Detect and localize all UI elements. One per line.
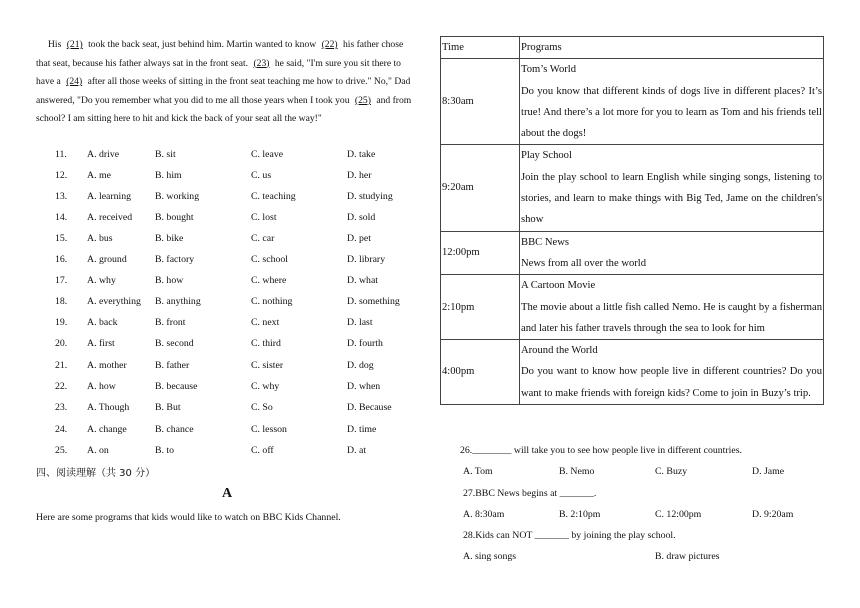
option-c[interactable]: C. why [251, 381, 280, 392]
option-c[interactable]: C. next [251, 317, 280, 328]
program-description: Do you know that different kinds of dogs live in different places? It’s true! And there’s a lot more for you to learn as Tom and his friends tell about the dogs! [521, 85, 822, 140]
q27-option-b[interactable]: B. 2:10pm [559, 509, 601, 520]
question-number: 17. [55, 275, 68, 286]
question-28-stem: 28.Kids can NOT _______ by joining the play school. [463, 530, 676, 541]
option-c[interactable]: C. lesson [251, 424, 287, 435]
option-a[interactable]: A. learning [87, 191, 132, 202]
option-d[interactable]: D. Because [347, 402, 392, 413]
passage-part: he said, "I'm sure you sit there to have a [36, 57, 401, 88]
option-c[interactable]: C. sister [251, 360, 284, 371]
program-cell [520, 275, 824, 340]
option-d[interactable]: D. her [347, 170, 372, 181]
q26-option-d[interactable]: D. Jame [752, 466, 785, 477]
question-27-stem: 27.BBC News begins at _______. [463, 488, 597, 499]
option-a[interactable]: A. first [87, 338, 115, 349]
question-number: 22. [55, 381, 68, 392]
table-row [441, 59, 824, 145]
blank-24: (24) [66, 76, 83, 88]
option-a[interactable]: A. change [87, 424, 127, 435]
program-description: Do you want to know how people live in different countries? Do you want to make friends with foreign kids? Come to join in Buzy’s trip. [521, 366, 822, 399]
option-b[interactable]: B. him [155, 170, 182, 181]
question-number: 24. [55, 424, 68, 435]
option-b[interactable]: B. how [155, 275, 184, 286]
header-programs: Programs [520, 37, 824, 59]
q28-option-a[interactable]: A. sing songs [463, 551, 517, 562]
option-c[interactable]: C. us [251, 170, 272, 181]
passage-part: after all those weeks of sitting in the front seat teaching me how to drive." No," Dad answered, "Do you remember what you did to me all those years when I took you [36, 76, 411, 106]
question-number: 13. [55, 191, 68, 202]
q26-option-c[interactable]: C. Buzy [655, 466, 688, 477]
option-c[interactable]: C. So [251, 402, 273, 413]
question-number: 15. [55, 233, 68, 244]
option-c[interactable]: C. car [251, 233, 275, 244]
option-b[interactable]: B. chance [155, 424, 194, 435]
cloze-passage [36, 36, 418, 129]
option-a[interactable]: A. on [87, 445, 109, 456]
program-table [440, 36, 824, 405]
option-b[interactable]: B. because [155, 381, 198, 392]
blank-22: (22) [321, 39, 338, 50]
question-number: 19. [55, 317, 68, 328]
option-a[interactable]: A. how [87, 381, 116, 392]
table-header-row [441, 37, 824, 59]
option-d[interactable]: D. studying [347, 191, 393, 202]
option-d[interactable]: D. library [347, 254, 386, 265]
table-row [441, 231, 824, 275]
option-a[interactable]: A. drive [87, 149, 120, 160]
blank-21: (21) [66, 39, 83, 50]
option-b[interactable]: B. factory [155, 254, 195, 265]
option-b[interactable]: B. But [155, 402, 181, 413]
blank-23: (23) [253, 57, 270, 69]
option-b[interactable]: B. bike [155, 233, 184, 244]
passage-part: and from school? I am sitting here to hit and kick the back of your seat all the way!" [36, 94, 412, 125]
question-number: 20. [55, 338, 68, 349]
option-c[interactable]: C. off [251, 445, 274, 456]
option-a[interactable]: A. back [87, 317, 118, 328]
option-a[interactable]: A. mother [87, 360, 127, 371]
q27-option-a[interactable]: A. 8:30am [463, 509, 505, 520]
program-cell [520, 231, 824, 275]
q28-option-b[interactable]: B. draw pictures [655, 551, 720, 562]
table-row [441, 145, 824, 231]
option-c[interactable]: C. third [251, 338, 281, 349]
passage-part: took the back seat, just behind him. Martin wanted to know [88, 39, 317, 50]
passage-part: His [48, 39, 62, 50]
reading-intro: Here are some programs that kids would like to watch on BBC Kids Channel. [36, 512, 341, 523]
program-description: News from all over the world [521, 257, 647, 269]
option-a[interactable]: A. me [87, 170, 111, 181]
option-d[interactable]: D. fourth [347, 338, 383, 349]
program-title: Play School [521, 150, 572, 162]
question-number: 18. [55, 296, 68, 307]
option-c[interactable]: C. leave [251, 149, 284, 160]
option-b[interactable]: B. anything [155, 296, 201, 307]
program-cell [520, 145, 824, 231]
question-number: 12. [55, 170, 68, 181]
option-c[interactable]: C. nothing [251, 296, 293, 307]
option-a[interactable]: A. everything [87, 296, 141, 307]
question-number: 23. [55, 402, 68, 413]
passage-part: his father chose that seat, because his father always sat in the front seat. [36, 39, 404, 69]
option-d[interactable]: D. take [347, 149, 376, 160]
table-row [441, 275, 824, 340]
program-title: BBC News [521, 236, 569, 248]
question-number: 16. [55, 254, 68, 265]
option-b[interactable]: B. father [155, 360, 190, 371]
option-d[interactable]: D. at [347, 445, 367, 456]
program-description: The movie about a little fish called Nemo. He is caught by a fisherman and later his father travels through the sea to look for him [521, 301, 822, 334]
program-title: Tom’s World [521, 64, 577, 76]
question-number: 25. [55, 445, 68, 456]
passage-text [36, 36, 418, 129]
blank-25: (25) [354, 94, 371, 106]
header-time: Time [441, 37, 520, 59]
option-c[interactable]: C. teaching [251, 191, 296, 202]
option-d[interactable]: D. what [347, 275, 379, 286]
option-d[interactable]: D. when [347, 381, 381, 392]
option-d[interactable]: D. last [347, 317, 373, 328]
program-cell [520, 340, 824, 405]
question-number: 11. [55, 149, 67, 160]
option-d[interactable]: D. dog [347, 360, 374, 371]
option-b[interactable]: B. second [155, 338, 194, 349]
option-b[interactable]: B. to [155, 445, 175, 456]
program-title: Around the World [521, 345, 598, 357]
program-time: 8:30am [441, 59, 520, 145]
option-b[interactable]: B. sit [155, 149, 176, 160]
q26-option-a[interactable]: A. Tom [463, 466, 493, 477]
q27-option-d[interactable]: D. 9:20am [752, 509, 794, 520]
option-a[interactable]: A. bus [87, 233, 113, 244]
option-d[interactable]: D. something [347, 296, 400, 307]
program-title: A Cartoon Movie [521, 280, 596, 292]
option-a[interactable]: A. Though [87, 402, 130, 413]
option-b[interactable]: B. front [155, 317, 186, 328]
question-26-stem: 26.________ will take you to see how people live in different countries. [460, 445, 742, 456]
option-a[interactable]: A. received [87, 212, 133, 223]
program-time: 9:20am [441, 145, 520, 231]
q27-option-c[interactable]: C. 12:00pm [655, 509, 702, 520]
section-letter: A [222, 486, 233, 501]
option-c[interactable]: C. where [251, 275, 287, 286]
program-description: Join the play school to learn English while singing songs, listening to stories, and learn to make things with Big Ted, Jame on the children's show [521, 171, 822, 226]
program-cell [520, 59, 824, 145]
table-row [441, 340, 824, 405]
program-time: 12:00pm [441, 231, 520, 275]
question-number: 14. [55, 212, 68, 223]
option-d[interactable]: D. sold [347, 212, 376, 223]
q26-option-b[interactable]: B. Nemo [559, 466, 595, 477]
option-c[interactable]: C. school [251, 254, 289, 265]
option-b[interactable]: B. bought [155, 212, 194, 223]
option-d[interactable]: D. pet [347, 233, 371, 244]
section-heading: 四、阅读理解（共 30 分） [36, 468, 156, 479]
option-b[interactable]: B. working [155, 191, 200, 202]
option-d[interactable]: D. time [347, 424, 377, 435]
option-a[interactable]: A. ground [87, 254, 127, 265]
program-time: 4:00pm [441, 340, 520, 405]
option-c[interactable]: C. lost [251, 212, 277, 223]
question-number: 21. [55, 360, 68, 371]
option-a[interactable]: A. why [87, 275, 116, 286]
program-time: 2:10pm [441, 275, 520, 340]
